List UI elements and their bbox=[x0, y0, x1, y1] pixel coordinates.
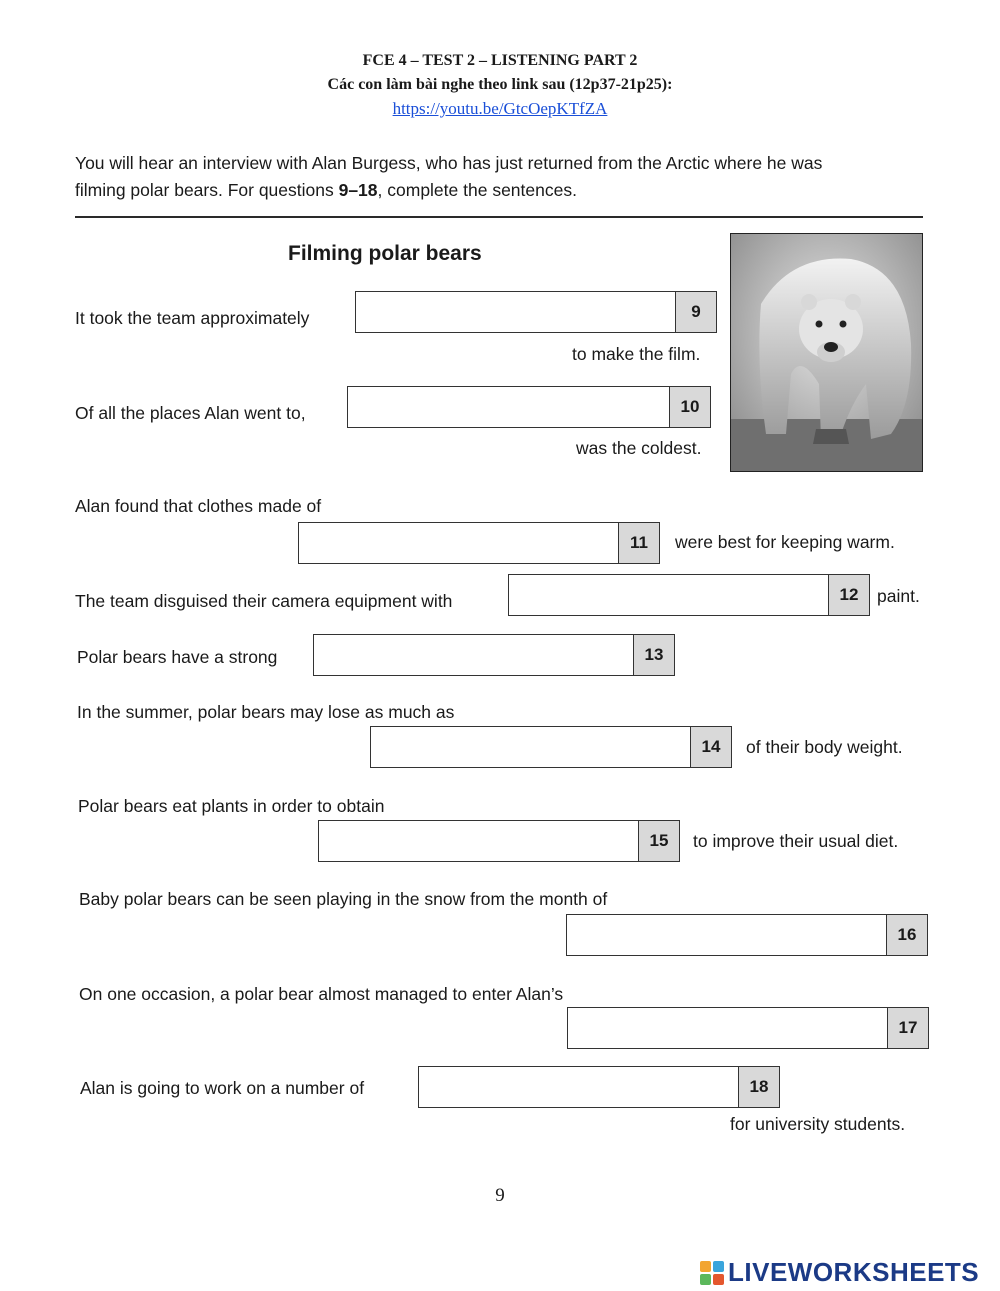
instructions bbox=[75, 150, 945, 204]
q11-answer-box bbox=[298, 522, 660, 564]
q11-text-after: were best for keeping warm. bbox=[675, 532, 895, 552]
brand-name: LIVEWORKSHEETS bbox=[728, 1257, 980, 1287]
q14-number: 14 bbox=[690, 727, 731, 767]
q16-answer-input[interactable] bbox=[567, 915, 885, 955]
q14-answer-input[interactable] bbox=[371, 727, 689, 767]
q9-text: It took the team approximately bbox=[75, 308, 310, 328]
q11-number: 11 bbox=[618, 523, 659, 563]
q16-number: 16 bbox=[886, 915, 927, 955]
page-number: 9 bbox=[495, 1185, 505, 1206]
youtube-link[interactable]: https://youtu.be/GtcOepKTfZA bbox=[392, 99, 608, 118]
q14-text: In the summer, polar bears may lose as much as bbox=[77, 702, 455, 722]
q9-number: 9 bbox=[675, 292, 716, 332]
q15-answer-input[interactable] bbox=[319, 821, 637, 861]
q15-text-after: to improve their usual diet. bbox=[693, 831, 899, 851]
section-title: Filming polar bears bbox=[288, 242, 482, 265]
q18-answer-input[interactable] bbox=[419, 1067, 737, 1107]
q15-answer-box bbox=[318, 820, 680, 862]
instructions-text-end: , complete the sentences. bbox=[377, 180, 577, 200]
q17-number: 17 bbox=[887, 1008, 928, 1048]
q18-text: Alan is going to work on a number of bbox=[80, 1078, 365, 1098]
q12-text: The team disguised their camera equipment with bbox=[75, 591, 453, 611]
q12-number: 12 bbox=[828, 575, 869, 615]
liveworksheets-logo-icon bbox=[700, 1261, 724, 1285]
liveworksheets-logo[interactable] bbox=[700, 1257, 979, 1288]
q9-answer-input[interactable] bbox=[356, 292, 674, 332]
q16-text: Baby polar bears can be seen playing in the snow from the month of bbox=[79, 889, 608, 909]
question-range: 9–18 bbox=[338, 180, 378, 200]
instructions-line-1: You will hear an interview with Alan Burgess, who has just returned from the Arctic where he was bbox=[75, 153, 823, 173]
q10-number: 10 bbox=[669, 387, 710, 427]
worksheet-subtitle: Các con làm bài nghe theo link sau (12p37-21p25): bbox=[327, 76, 673, 93]
q14-text-after: of their body weight. bbox=[746, 737, 903, 757]
polar-bear-photo bbox=[730, 233, 923, 472]
q10-answer-box bbox=[347, 386, 711, 428]
q10-text-after: was the coldest. bbox=[576, 438, 702, 458]
q13-answer-input[interactable] bbox=[314, 635, 632, 675]
q14-answer-box bbox=[370, 726, 732, 768]
worksheet-title: FCE 4 – TEST 2 – LISTENING PART 2 bbox=[362, 52, 638, 69]
q10-text: Of all the places Alan went to, bbox=[75, 403, 306, 423]
q16-answer-box bbox=[566, 914, 928, 956]
q15-text: Polar bears eat plants in order to obtain bbox=[78, 796, 385, 816]
q10-answer-input[interactable] bbox=[348, 387, 668, 427]
q17-answer-input[interactable] bbox=[568, 1008, 886, 1048]
q17-answer-box bbox=[567, 1007, 929, 1049]
instructions-text: filming polar bears. For questions bbox=[75, 180, 339, 200]
q13-text: Polar bears have a strong bbox=[77, 647, 278, 667]
q12-text-after: paint. bbox=[877, 586, 920, 606]
q9-text-after: to make the film. bbox=[572, 344, 701, 364]
q18-text-after: for university students. bbox=[730, 1114, 906, 1134]
polar-bear-icon bbox=[731, 234, 923, 472]
q11-text: Alan found that clothes made of bbox=[75, 496, 322, 516]
q18-number: 18 bbox=[738, 1067, 779, 1107]
q12-answer-input[interactable] bbox=[509, 575, 827, 615]
q12-answer-box bbox=[508, 574, 870, 616]
q13-number: 13 bbox=[633, 635, 674, 675]
q13-answer-box bbox=[313, 634, 675, 676]
q17-text: On one occasion, a polar bear almost managed to enter Alan’s bbox=[79, 984, 564, 1004]
divider bbox=[75, 216, 923, 218]
q18-answer-box bbox=[418, 1066, 780, 1108]
instructions-line-2 bbox=[75, 177, 945, 204]
q9-answer-box bbox=[355, 291, 717, 333]
q11-answer-input[interactable] bbox=[299, 523, 617, 563]
q15-number: 15 bbox=[638, 821, 679, 861]
